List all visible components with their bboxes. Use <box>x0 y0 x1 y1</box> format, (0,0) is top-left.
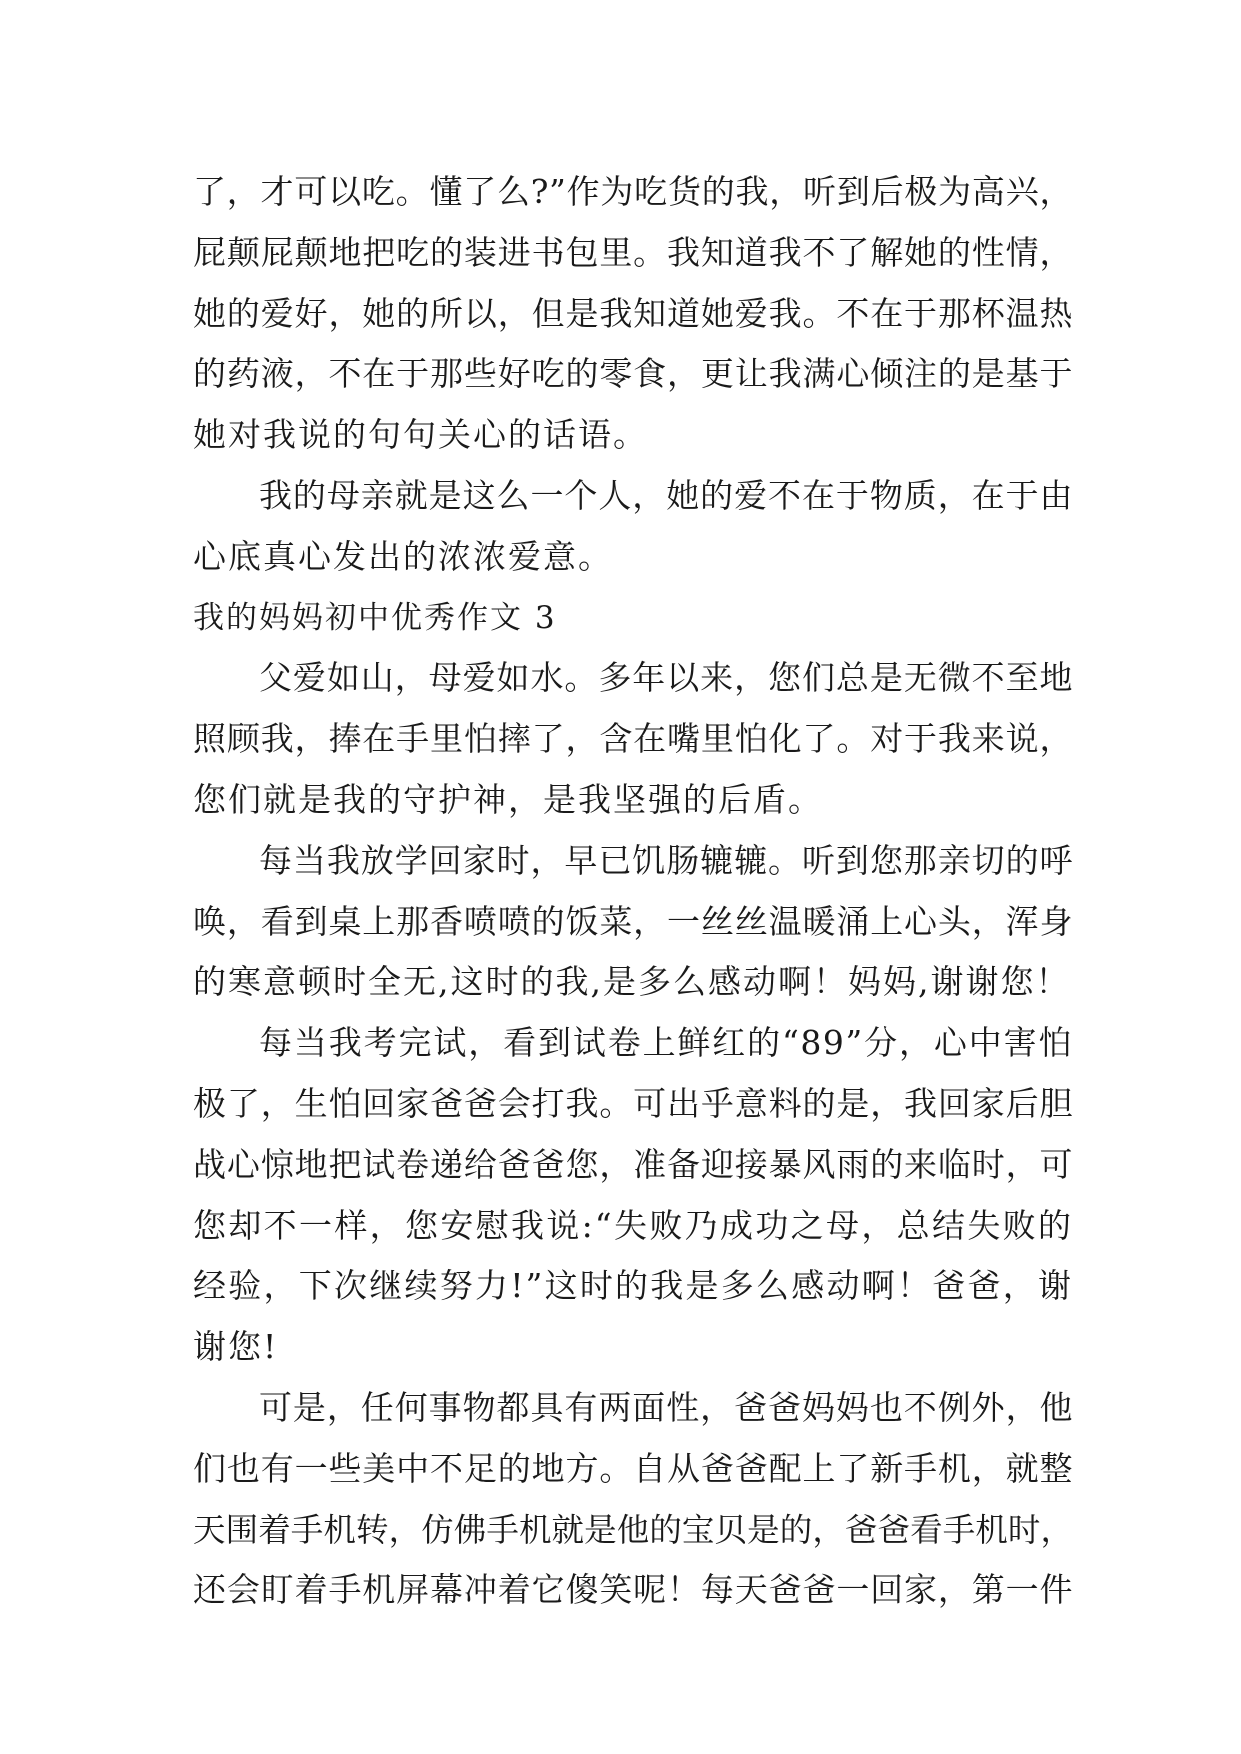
text-line: 天围着手机转，仿佛手机就是他的宝贝是的，爸爸看手机时， <box>193 1510 1073 1549</box>
text-line: 们也有一些美中不足的地方。自从爸爸配上了新手机，就整 <box>193 1448 1073 1488</box>
text-line: 的寒意顿时全无,这时的我,是多么感动啊！妈妈,谢谢您！ <box>193 962 1071 1002</box>
text-line: 可是，任何事物都具有两面性，爸爸妈妈也不例外，他 <box>259 1387 1073 1427</box>
text-line: 您们就是我的守护神，是我坚强的后盾。 <box>193 779 823 819</box>
essay-body <box>193 162 1073 1621</box>
text-line: 每当我放学回家时，早已饥肠辘辘。听到您那亲切的呼 <box>259 840 1073 880</box>
text-line: 她对我说的句句关心的话语。 <box>193 415 648 455</box>
text-line: 了，才可以吃。懂了么?”作为吃货的我，听到后极为高兴， <box>193 172 1073 211</box>
text-line: 还会盯着手机屏幕冲着它傻笑呢！每天爸爸一回家，第一件 <box>193 1570 1073 1610</box>
text-line: 的药液，不在于那些好吃的零食，更让我满心倾注的是基于 <box>193 354 1073 394</box>
text-line: 父爱如山，母爱如水。多年以来，您们总是无微不至地 <box>259 658 1073 698</box>
text-line: 心底真心发出的浓浓爱意。 <box>193 536 613 576</box>
text-line: 谢您! <box>193 1327 279 1367</box>
text-line: 她的爱好，她的所以，但是我知道她爱我。不在于那杯温热 <box>193 293 1073 333</box>
section-heading: 我的妈妈初中优秀作文 3 <box>193 599 557 636</box>
text-line: 您却不一样，您安慰我说:“失败乃成功之母，总结失败的 <box>193 1205 1073 1245</box>
text-line: 屁颠屁颠地把吃的装进书包里。我知道我不了解她的性情， <box>193 232 1073 272</box>
text-line: 每当我考完试，看到试卷上鲜红的“89”分，心中害怕 <box>259 1023 1073 1063</box>
text-line: 我的母亲就是这么一个人，她的爱不在于物质，在于由 <box>259 475 1073 515</box>
text-line: 战心惊地把试卷递给爸爸您，准备迎接暴风雨的来临时，可 <box>193 1144 1073 1184</box>
text-line: 极了，生怕回家爸爸会打我。可出乎意料的是，我回家后胆 <box>193 1083 1073 1123</box>
text-line: 照顾我，捧在手里怕摔了，含在嘴里怕化了。对于我来说， <box>193 719 1073 759</box>
text-line: 经验，下次继续努力!”这时的我是多么感动啊！爸爸，谢 <box>193 1266 1073 1306</box>
text-line: 唤，看到桌上那香喷喷的饭菜，一丝丝温暖涌上心头，浑身 <box>193 901 1073 941</box>
